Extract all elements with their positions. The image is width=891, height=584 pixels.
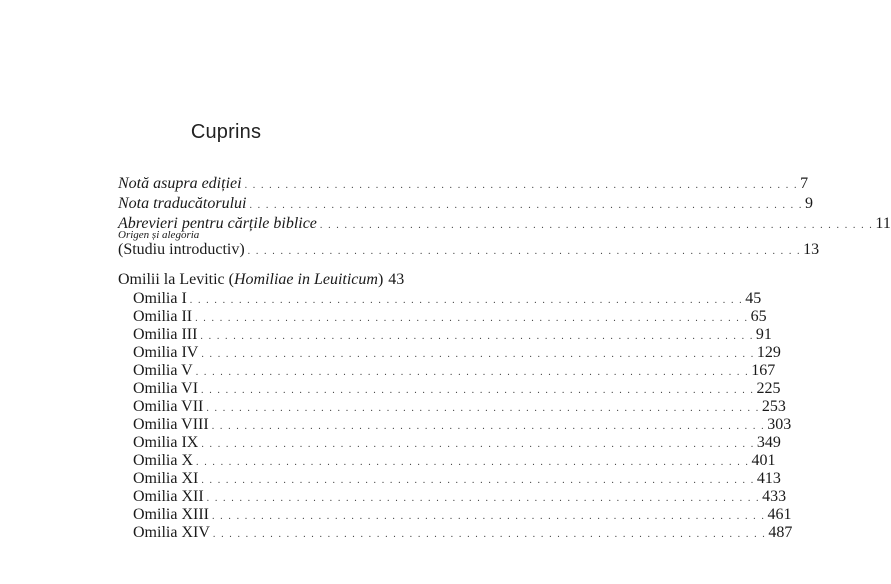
dot-leader: . . . . . . . . . . . . . . . . . . . . . . . . . . . . . . . . . . . . . . . . . . . . . . . . . . . . . . . . . . . . . . . . . . . . [195, 313, 749, 324]
toc-entry-label: Omilia IX [133, 434, 199, 451]
toc-entry-label: Omilia VII [133, 398, 204, 415]
dot-leader: . . . . . . . . . . . . . . . . . . . . . . . . . . . . . . . . . . . . . . . . . . . . . . . . . . . . . . . . . . . . . . . . . . . . [196, 457, 750, 468]
toc-page-number: 7 [800, 175, 809, 192]
toc-entry-label: Omilia XII [133, 488, 204, 505]
toc-entry-omilii-la-levitic[interactable] [118, 271, 405, 289]
label-prefix: Omilii la Levitic ( [118, 271, 234, 288]
toc-entry-label: Omilia VI [133, 380, 199, 397]
toc-page-number: 167 [751, 362, 776, 379]
toc-page-number: 349 [756, 434, 781, 451]
toc-entry-omilia-2[interactable] [133, 308, 767, 326]
dot-leader: . . . . . . . . . . . . . . . . . . . . . . . . . . . . . . . . . . . . . . . . . . . . . . . . . . . . . . . . . . . . . . . . . . . . [201, 385, 755, 396]
toc-page-number: 43 [388, 271, 405, 288]
toc-entry-omilia-8[interactable] [133, 416, 792, 434]
toc-entry-omilia-6[interactable] [133, 380, 781, 398]
toc-entry-label: Omilia XIII [133, 506, 209, 523]
toc-entry-label: Notă asupra ediției [118, 175, 242, 192]
toc-entry-label: Omilia XIV [133, 524, 210, 541]
dot-leader: . . . . . . . . . . . . . . . . . . . . . . . . . . . . . . . . . . . . . . . . . . . . . . . . . . . . . . . . . . . . . . . . . . . . [211, 511, 766, 522]
toc-entry-label: Abrevieri pentru cărțile biblice [118, 215, 317, 232]
toc-entry-omilia-3[interactable] [133, 326, 772, 344]
toc-entry-label: Omilia XI [133, 470, 199, 487]
toc-entry-omilia-11[interactable] [133, 470, 781, 488]
toc-page-number: 45 [745, 290, 762, 307]
dot-leader: . . . . . . . . . . . . . . . . . . . . . . . . . . . . . . . . . . . . . . . . . . . . . . . . . . . . . . . . . . . . . . . . . . . . [201, 475, 755, 486]
label-suffix: ) [377, 271, 384, 288]
toc-entry-label: Omilia IV [133, 344, 199, 361]
dot-leader: . . . . . . . . . . . . . . . . . . . . . . . . . . . . . . . . . . . . . . . . . . . . . . . . . . . . . . . . . . . . . . . . . . . . [200, 331, 754, 342]
dot-leader: . . . . . . . . . . . . . . . . . . . . . . . . . . . . . . . . . . . . . . . . . . . . . . . . . . . . . . . . . . . . . . . . . . . . [319, 220, 874, 231]
toc-entry-omilia-5[interactable] [133, 362, 776, 380]
toc-entry-omilia-4[interactable] [133, 344, 781, 362]
toc-entry-omilia-1[interactable] [133, 290, 762, 308]
dot-leader: . . . . . . . . . . . . . . . . . . . . . . . . . . . . . . . . . . . . . . . . . . . . . . . . . . . . . . . . . . . . . . . . . . . . [206, 403, 760, 414]
toc-page-number: 9 [804, 195, 813, 212]
label-latin-title: Homiliae in Leuiticum [233, 271, 378, 288]
toc-page-number: 433 [762, 488, 787, 505]
dot-leader: . . . . . . . . . . . . . . . . . . . . . . . . . . . . . . . . . . . . . . . . . . . . . . . . . . . . . . . . . . . . . . . . . . . . [211, 421, 766, 432]
dot-leader: . . . . . . . . . . . . . . . . . . . . . . . . . . . . . . . . . . . . . . . . . . . . . . . . . . . . . . . . . . . . . . . . . . . . [244, 180, 799, 191]
toc-page-number: 13 [803, 241, 820, 258]
toc-entry-omilia-7[interactable] [133, 398, 786, 416]
toc-entry-label [118, 271, 386, 289]
toc-page-number: 487 [768, 524, 793, 541]
dot-leader: . . . . . . . . . . . . . . . . . . . . . . . . . . . . . . . . . . . . . . . . . . . . . . . . . . . . . . . . . . . . . . . . . . . . [247, 246, 802, 257]
toc-page-number: 129 [756, 344, 781, 361]
dot-leader: . . . . . . . . . . . . . . . . . . . . . . . . . . . . . . . . . . . . . . . . . . . . . . . . . . . . . . . . . . . . . . . . . . . . [195, 367, 750, 378]
toc-page-number: 303 [767, 416, 792, 433]
toc-entry-label: Nota traducătorului [118, 195, 247, 212]
toc-page-number: 413 [756, 470, 781, 487]
toc-page-number: 91 [755, 326, 772, 343]
toc-entry-omilia-14[interactable] [133, 524, 793, 542]
dot-leader: . . . . . . . . . . . . . . . . . . . . . . . . . . . . . . . . . . . . . . . . . . . . . . . . . . . . . . . . . . . . . . . . . . . . [201, 349, 755, 360]
dot-leader: . . . . . . . . . . . . . . . . . . . . . . . . . . . . . . . . . . . . . . . . . . . . . . . . . . . . . . . . . . . . . . . . . . . . [249, 200, 803, 211]
toc-entry-omilia-12[interactable] [133, 488, 787, 506]
toc-page-number: 461 [767, 506, 792, 523]
toc-page-number: 11 [875, 215, 891, 232]
dot-leader: . . . . . . . . . . . . . . . . . . . . . . . . . . . . . . . . . . . . . . . . . . . . . . . . . . . . . . . . . . . . . . . . . . . . [201, 439, 755, 450]
dot-leader: . . . . . . . . . . . . . . . . . . . . . . . . . . . . . . . . . . . . . . . . . . . . . . . . . . . . . . . . . . . . . . . . . . . . [212, 529, 767, 540]
toc-page-number: 401 [751, 452, 776, 469]
page-title: Cuprins [190, 121, 262, 143]
toc-entry-label: Omilia II [133, 308, 193, 325]
toc-entry-nota-traducatorului[interactable] [118, 195, 813, 213]
toc-entry-omilia-10[interactable] [133, 452, 776, 470]
toc-entry-label: Omilia V [133, 362, 193, 379]
toc-entry-label-line2: (Studiu introductiv) [118, 241, 245, 258]
toc-entry-nota-editiei[interactable] [118, 175, 809, 193]
dot-leader: . . . . . . . . . . . . . . . . . . . . . . . . . . . . . . . . . . . . . . . . . . . . . . . . . . . . . . . . . . . . . . . . . . . . [189, 295, 744, 306]
dot-leader: . . . . . . . . . . . . . . . . . . . . . . . . . . . . . . . . . . . . . . . . . . . . . . . . . . . . . . . . . . . . . . . . . . . . [206, 493, 761, 504]
toc-page-number: 65 [750, 308, 767, 325]
toc-entry-label: Omilia VIII [133, 416, 209, 433]
toc-entry-label: Omilia I [133, 290, 187, 307]
toc-entry-omilia-9[interactable] [133, 434, 781, 452]
toc-entry-omilia-13[interactable] [133, 506, 792, 524]
toc-page-number: 253 [761, 398, 786, 415]
toc-entry-label: Omilia X [133, 452, 193, 469]
toc-entry-label: Omilia III [133, 326, 198, 343]
toc-entry-studiu-introductiv[interactable] [118, 241, 820, 259]
toc-entry-label-line1: Origen și alegoria [118, 229, 200, 241]
toc-page-number: 225 [756, 380, 781, 397]
